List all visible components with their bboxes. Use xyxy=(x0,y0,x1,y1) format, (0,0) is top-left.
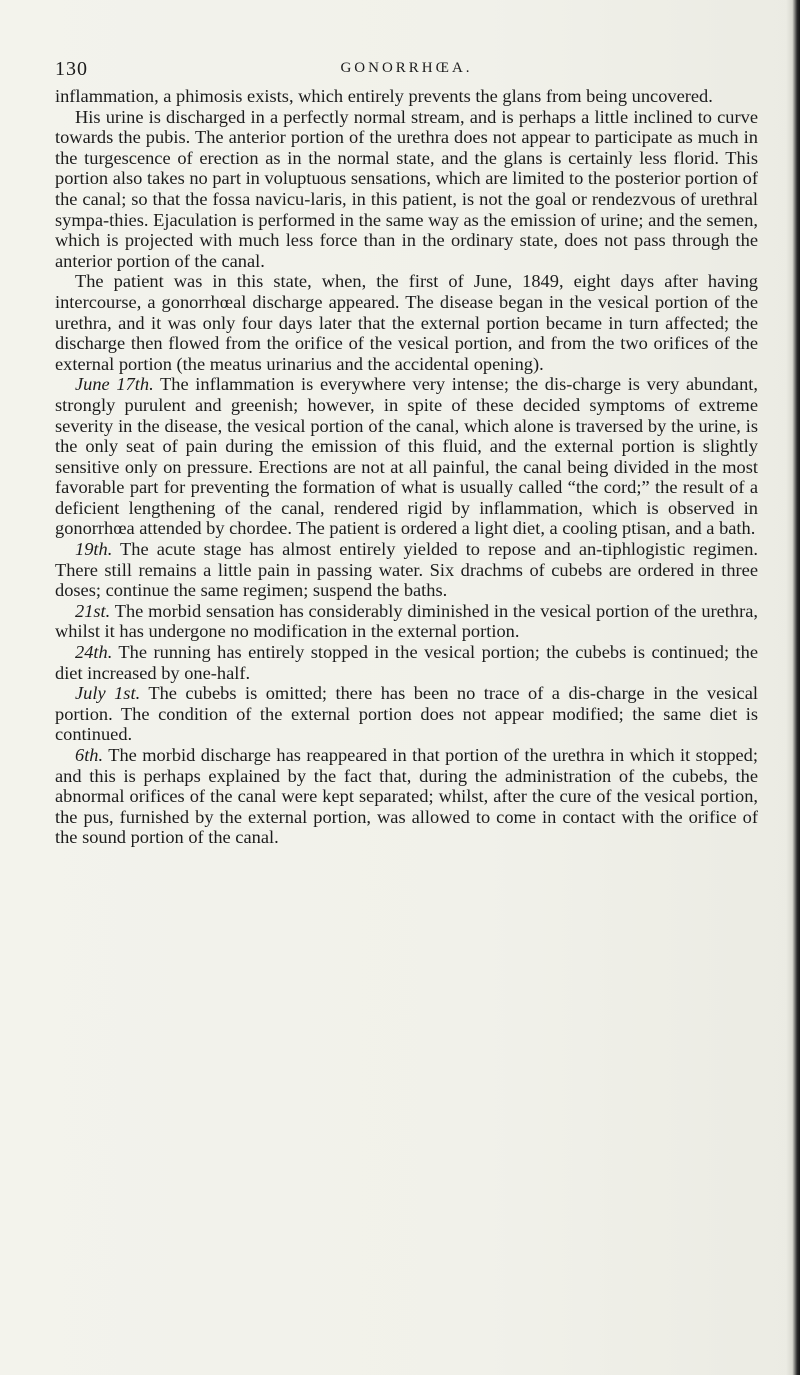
paragraph xyxy=(55,107,758,272)
page-edge-shadow xyxy=(786,0,800,1375)
paragraph xyxy=(55,642,758,683)
paragraph-text: His urine is discharged in a perfectly normal stream, and is perhaps a little inclined to curve towards the pubis. The anterior portion of the urethra does not appear to participate as much in the turgescence of erection as in the normal state, and the glans is certainly less florid. This portion also takes no part in voluptuous sensations, which are limited to the posterior portion of the canal; so that the fossa navicu-laris, in this patient, is not the goal or rendezvous of urethral sympa-thies. Ejaculation is performed in the same way as the emission of urine; and the semen, which is projected with much less force than in the ordinary state, does not pass through the anterior portion of the canal. xyxy=(55,106,758,271)
paragraph-text: The acute stage has almost entirely yielded to repose and an-tiphlogistic regimen. There still remains a little pain in passing water. Six drachms of cubebs are ordered in three doses; continue the same regimen; suspend the baths. xyxy=(55,539,758,601)
paragraph-text: inflammation, a phimosis exists, which entirely prevents the glans from being uncovered. xyxy=(55,86,713,106)
paragraph-text: The morbid sensation has considerably diminished in the vesical portion of the urethra, whilst it has undergone no modification in the external portion. xyxy=(55,600,758,642)
entry-date: 19th. xyxy=(75,539,113,560)
page-number: 130 xyxy=(55,58,88,80)
paragraph-text: The inflammation is everywhere very intense; the dis-charge is very abundant, strongly purulent and greenish; however, in spite of these decided symptoms of extreme severity in the disease, the vesical portion of the canal, which alone is traversed by the urine, is the only seat of pain during the emission of this fluid, and the external portion is slightly sensitive only on pressure. Erections are not at all painful, the canal being divided in the most favorable part for preventing the formation of what is usually called “the cord;” the result of a deficient lengthening of the canal, rendered rigid by inflammation, which is observed in gonorrhœa attended by chordee. The patient is ordered a light diet, a cooling ptisan, and a bath. xyxy=(55,374,758,539)
entry-date: July 1st. xyxy=(75,683,141,704)
entry-date: 21st. xyxy=(75,600,111,621)
paragraph-text: The patient was in this state, when, the first of June, 1849, eight days after having intercourse, a gonorrhœal discharge appeared. The disease began in the vesical portion of the urethra, and it was only four days later that the external portion became in turn affected; the discharge then flowed from the orifice of the vesical portion, and from the two orifices of the external portion (the meatus urinarius and the accidental opening). xyxy=(55,271,758,374)
paragraph xyxy=(55,271,758,374)
paragraph xyxy=(55,539,758,601)
paragraph xyxy=(55,601,758,642)
entry-date: 6th. xyxy=(75,745,104,765)
entry-date: 24th. xyxy=(75,642,113,663)
entry-date: June 17th. xyxy=(75,374,154,395)
paragraph xyxy=(55,374,758,539)
paragraph-text: The cubebs is omitted; there has been no trace of a dis-charge in the vesical portion. The condition of the external portion does not appear modified; the same diet is continued. xyxy=(55,683,758,745)
body-text xyxy=(55,86,758,848)
paragraph xyxy=(55,86,758,107)
paragraph-text: The morbid discharge has reappeared in that portion of the urethra in which it stopped; and this is perhaps explained by the fact that, during the administration of the cubebs, the abnormal orifices of the canal were kept separated; whilst, after the cure of the vesical portion, the pus, furnished by the external portion, was allowed to come in contact with the orifice of the sound portion of the canal. xyxy=(55,745,758,848)
paragraph xyxy=(55,745,758,848)
running-title: GONORRHŒA. xyxy=(340,60,473,76)
paragraph xyxy=(55,683,758,745)
page-header xyxy=(55,58,758,82)
paragraph-text: The running has entirely stopped in the vesical portion; the cubebs is continued; the diet increased by one-half. xyxy=(55,642,758,683)
